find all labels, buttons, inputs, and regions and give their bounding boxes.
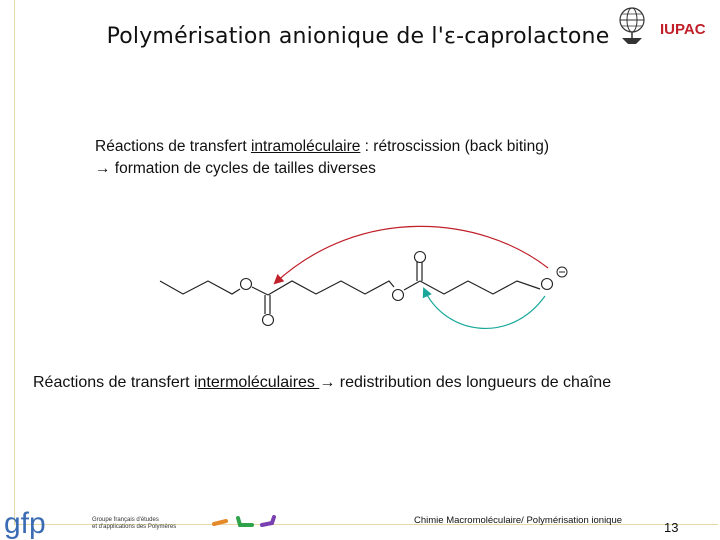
- gfp-subtitle-line2: et d'applications des Polymères: [92, 524, 177, 530]
- right-arrow-icon: →: [319, 374, 336, 391]
- oxygen-atom: [263, 315, 274, 326]
- red-attack-arrow: [275, 226, 548, 283]
- line1-underlined: intramoléculaire: [250, 138, 361, 155]
- slide-title: Polymérisation anionique de l'ε-caprolactone: [106, 24, 610, 49]
- line2-text: formation de cycles de tailles diverses: [110, 160, 376, 177]
- oxygen-atoms: [241, 252, 553, 326]
- line3-part2: redistribution des longueurs de chaîne: [335, 374, 612, 391]
- oxygen-atom: [393, 290, 404, 301]
- gfp-subtitle: [92, 517, 176, 531]
- line1-part2: : rétroscission (back biting): [360, 138, 550, 155]
- polymer-chain: [160, 262, 540, 314]
- oxygen-atom: [241, 279, 252, 290]
- right-arrow-icon: →: [95, 160, 111, 177]
- oxygen-atom: [415, 252, 426, 263]
- iupac-logo-text: IUPAC: [660, 21, 706, 38]
- oxygen-atom: [542, 279, 553, 290]
- page-number: 13: [664, 520, 679, 535]
- line3-underlined: ntermoléculaires: [197, 374, 320, 391]
- line3-part1: Réactions de transfert i: [33, 374, 198, 391]
- teal-leaving-arrow: [424, 289, 545, 328]
- gfp-logo: [2, 505, 82, 540]
- decorative-dashes-icon: [212, 515, 282, 529]
- gfp-subtitle-line1: Groupe français d'études: [92, 517, 159, 523]
- line1-part1: Réactions de transfert: [95, 138, 251, 155]
- svg-text:gfp: gfp: [4, 507, 46, 540]
- footer-text: Chimie Macromoléculaire/ Polymérisation ionique: [414, 515, 623, 526]
- intermolecular-transfer-text: [33, 374, 611, 392]
- negative-charge-icon: [557, 267, 567, 277]
